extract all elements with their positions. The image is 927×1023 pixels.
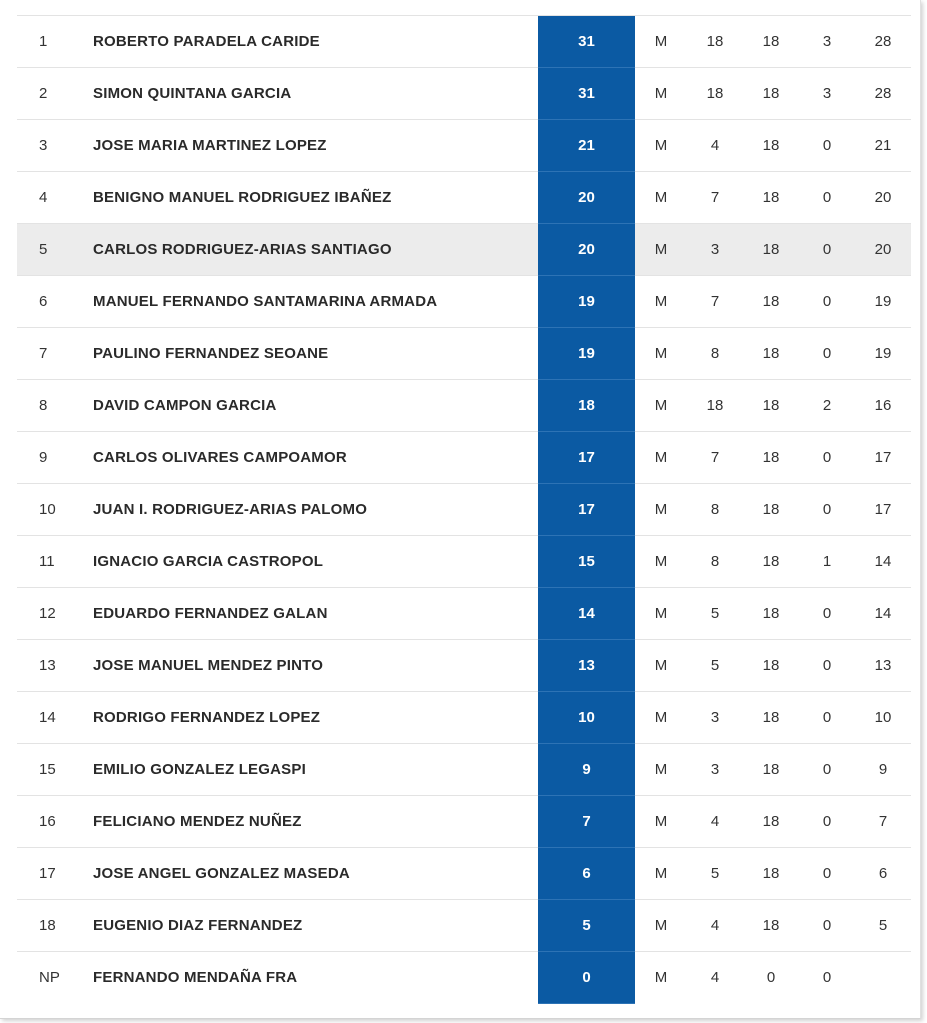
- score-cell: 5: [538, 900, 635, 952]
- position-cell: 18: [17, 900, 77, 952]
- ranking-table: [17, 15, 911, 1004]
- position-cell: 14: [17, 692, 77, 744]
- table-row[interactable]: [17, 120, 911, 172]
- player-name-cell: PAULINO FERNANDEZ SEOANE: [77, 328, 538, 380]
- stat-1-cell: 4: [687, 900, 743, 952]
- category-cell: M: [635, 432, 687, 484]
- table-row[interactable]: [17, 952, 911, 1004]
- category-cell: M: [635, 224, 687, 276]
- table-row[interactable]: [17, 328, 911, 380]
- stat-3-cell: 0: [799, 328, 855, 380]
- stat-3-cell: 0: [799, 172, 855, 224]
- stat-2-cell: 0: [766, 969, 776, 987]
- position-cell: 8: [17, 380, 77, 432]
- stat-2-cell: 18: [743, 328, 799, 380]
- category-cell: M: [635, 692, 687, 744]
- category-cell: M: [635, 484, 687, 536]
- position-cell: 3: [17, 120, 77, 172]
- position-cell: 5: [17, 224, 77, 276]
- stat-2-cell: 18: [743, 640, 799, 692]
- stat-4-cell: 7: [855, 796, 911, 848]
- stat-2-cell: 18: [743, 380, 799, 432]
- table-row[interactable]: [17, 484, 911, 536]
- stat-2-cell: 18: [743, 68, 799, 120]
- category-cell: M: [635, 640, 687, 692]
- stat-3-cell: 0: [822, 969, 832, 987]
- stat-2-cell: 18: [743, 172, 799, 224]
- score-cell: 19: [538, 328, 635, 380]
- player-name-cell: RODRIGO FERNANDEZ LOPEZ: [77, 692, 538, 744]
- stat-4-cell: 28: [855, 68, 911, 120]
- stat-1-cell: 8: [687, 536, 743, 588]
- stat-3-cell: 0: [799, 588, 855, 640]
- player-name-cell: FERNANDO MENDAÑA FRA: [93, 969, 298, 987]
- score-cell: 10: [538, 692, 635, 744]
- stat-2-cell: 18: [743, 276, 799, 328]
- stat-3-cell: 0: [799, 848, 855, 900]
- category-cell: M: [635, 744, 687, 796]
- table-row[interactable]: [17, 16, 911, 68]
- stat-3-cell: 0: [799, 276, 855, 328]
- category-cell: M: [635, 380, 687, 432]
- score-cell: 9: [538, 744, 635, 796]
- stat-3-cell: 0: [799, 640, 855, 692]
- category-cell: M: [635, 172, 687, 224]
- stat-4-cell: 20: [855, 172, 911, 224]
- player-name-cell: MANUEL FERNANDO SANTAMARINA ARMADA: [77, 276, 538, 328]
- stat-4-cell: [855, 952, 911, 1004]
- position-cell: 16: [17, 796, 77, 848]
- position-cell: 12: [17, 588, 77, 640]
- stat-3-cell: 0: [799, 796, 855, 848]
- player-name-cell: CARLOS RODRIGUEZ-ARIAS SANTIAGO: [77, 224, 538, 276]
- stat-4-cell: 9: [855, 744, 911, 796]
- stat-4-cell: 6: [855, 848, 911, 900]
- table-row[interactable]: [17, 900, 911, 952]
- stat-2-cell: 18: [743, 536, 799, 588]
- stat-3-cell: 2: [799, 380, 855, 432]
- position-cell: 1: [17, 16, 77, 68]
- ranking-table-body: [17, 16, 911, 1004]
- table-row[interactable]: [17, 692, 911, 744]
- stat-1-cell: 5: [687, 588, 743, 640]
- player-name-cell: FELICIANO MENDEZ NUÑEZ: [77, 796, 538, 848]
- stat-2-cell: 18: [743, 848, 799, 900]
- category-cell: M: [635, 16, 687, 68]
- stat-4-cell: 19: [855, 328, 911, 380]
- stat-3-cell: 0: [799, 432, 855, 484]
- score-cell: 17: [538, 432, 635, 484]
- score-cell: 15: [538, 536, 635, 588]
- position-cell: 7: [17, 328, 77, 380]
- stat-1-cell: 8: [687, 328, 743, 380]
- table-row[interactable]: [17, 68, 911, 120]
- score-cell: 17: [538, 484, 635, 536]
- category-cell: M: [635, 536, 687, 588]
- score-cell: 13: [538, 640, 635, 692]
- stat-2-cell: 18: [743, 692, 799, 744]
- category-cell: M: [635, 276, 687, 328]
- category-cell: M: [635, 68, 687, 120]
- score-cell: 0: [538, 952, 635, 1004]
- stat-4-cell: 5: [855, 900, 911, 952]
- table-row[interactable]: [17, 848, 911, 900]
- stat-1-cell: 18: [687, 380, 743, 432]
- stat-3-cell: 0: [799, 120, 855, 172]
- stat-1-cell: 7: [687, 172, 743, 224]
- stat-3-cell: 1: [799, 536, 855, 588]
- table-row[interactable]: [17, 276, 911, 328]
- score-cell: 20: [538, 224, 635, 276]
- position-cell: 11: [17, 536, 77, 588]
- stat-1-cell: 8: [687, 484, 743, 536]
- stat-1-cell: 5: [687, 848, 743, 900]
- stat-2-cell: 18: [743, 224, 799, 276]
- player-name-cell: EMILIO GONZALEZ LEGASPI: [77, 744, 538, 796]
- position-cell: 13: [17, 640, 77, 692]
- player-name-cell: CARLOS OLIVARES CAMPOAMOR: [77, 432, 538, 484]
- position-cell: 2: [17, 68, 77, 120]
- score-cell: 19: [538, 276, 635, 328]
- position-cell: 15: [17, 744, 77, 796]
- player-name-cell: SIMON QUINTANA GARCIA: [77, 68, 538, 120]
- stat-1-cell: 18: [687, 68, 743, 120]
- stat-2-cell: 18: [743, 432, 799, 484]
- player-name-cell: JOSE MARIA MARTINEZ LOPEZ: [77, 120, 538, 172]
- player-name-cell: ROBERTO PARADELA CARIDE: [77, 16, 538, 68]
- stat-3-cell: 0: [799, 484, 855, 536]
- stat-2-cell: 18: [743, 588, 799, 640]
- stat-3-cell: 0: [799, 224, 855, 276]
- position-cell: 10: [17, 484, 77, 536]
- category-cell: M: [635, 900, 687, 952]
- stat-2-cell: 18: [743, 744, 799, 796]
- player-name-cell: JOSE MANUEL MENDEZ PINTO: [77, 640, 538, 692]
- table-row[interactable]: [17, 432, 911, 484]
- table-row[interactable]: [17, 224, 911, 276]
- stat-2-cell: 18: [743, 16, 799, 68]
- stat-3-cell: 0: [799, 744, 855, 796]
- player-name-cell: BENIGNO MANUEL RODRIGUEZ IBAÑEZ: [77, 172, 538, 224]
- score-cell: 18: [538, 380, 635, 432]
- score-cell: 7: [538, 796, 635, 848]
- stat-1-cell: 4: [710, 969, 720, 987]
- stat-3-cell: 3: [799, 68, 855, 120]
- category-cell: M: [635, 328, 687, 380]
- score-cell: 6: [538, 848, 635, 900]
- stat-4-cell: 14: [855, 588, 911, 640]
- score-cell: 20: [538, 172, 635, 224]
- stat-1-cell: 4: [687, 796, 743, 848]
- stat-1-cell: 7: [687, 276, 743, 328]
- stat-1-cell: 7: [687, 432, 743, 484]
- stat-4-cell: 14: [855, 536, 911, 588]
- stat-1-cell: 18: [687, 16, 743, 68]
- position-cell: 4: [17, 172, 77, 224]
- score-cell: 21: [538, 120, 635, 172]
- stat-2-cell: 18: [743, 484, 799, 536]
- stat-1-cell: 3: [687, 744, 743, 796]
- score-cell: 31: [538, 16, 635, 68]
- category-cell: M: [635, 796, 687, 848]
- stat-4-cell: 10: [855, 692, 911, 744]
- stat-3-cell: 3: [799, 16, 855, 68]
- category-cell: M: [635, 120, 687, 172]
- player-name-cell: IGNACIO GARCIA CASTROPOL: [77, 536, 538, 588]
- stat-4-cell: 20: [855, 224, 911, 276]
- table-row[interactable]: [17, 588, 911, 640]
- position-cell: 6: [17, 276, 77, 328]
- player-name-cell: DAVID CAMPON GARCIA: [77, 380, 538, 432]
- position-cell: 9: [17, 432, 77, 484]
- table-row[interactable]: [17, 744, 911, 796]
- stat-4-cell: 17: [855, 484, 911, 536]
- position-cell: 17: [17, 848, 77, 900]
- category-cell: M: [654, 969, 668, 987]
- player-name-cell: EUGENIO DIAZ FERNANDEZ: [77, 900, 538, 952]
- stat-4-cell: 13: [855, 640, 911, 692]
- stat-1-cell: 3: [687, 692, 743, 744]
- stat-1-cell: 4: [687, 120, 743, 172]
- player-name-cell: JUAN I. RODRIGUEZ-ARIAS PALOMO: [77, 484, 538, 536]
- player-name-cell: EDUARDO FERNANDEZ GALAN: [77, 588, 538, 640]
- stat-3-cell: 0: [799, 692, 855, 744]
- stat-4-cell: 21: [855, 120, 911, 172]
- position-cell: NP: [39, 969, 60, 987]
- table-row[interactable]: [17, 380, 911, 432]
- player-name-cell: JOSE ANGEL GONZALEZ MASEDA: [77, 848, 538, 900]
- stat-2-cell: 18: [743, 120, 799, 172]
- stat-1-cell: 3: [687, 224, 743, 276]
- stat-3-cell: 0: [799, 900, 855, 952]
- category-cell: M: [635, 588, 687, 640]
- stat-1-cell: 5: [687, 640, 743, 692]
- stat-2-cell: 18: [743, 900, 799, 952]
- score-cell: 14: [538, 588, 635, 640]
- table-row[interactable]: [17, 796, 911, 848]
- score-cell: 31: [538, 68, 635, 120]
- category-cell: M: [635, 848, 687, 900]
- stat-4-cell: 19: [855, 276, 911, 328]
- stat-4-cell: 28: [855, 16, 911, 68]
- stat-2-cell: 18: [743, 796, 799, 848]
- stat-4-cell: 17: [855, 432, 911, 484]
- table-row[interactable]: [17, 536, 911, 588]
- table-row[interactable]: [17, 172, 911, 224]
- stat-4-cell: 16: [855, 380, 911, 432]
- table-row[interactable]: [17, 640, 911, 692]
